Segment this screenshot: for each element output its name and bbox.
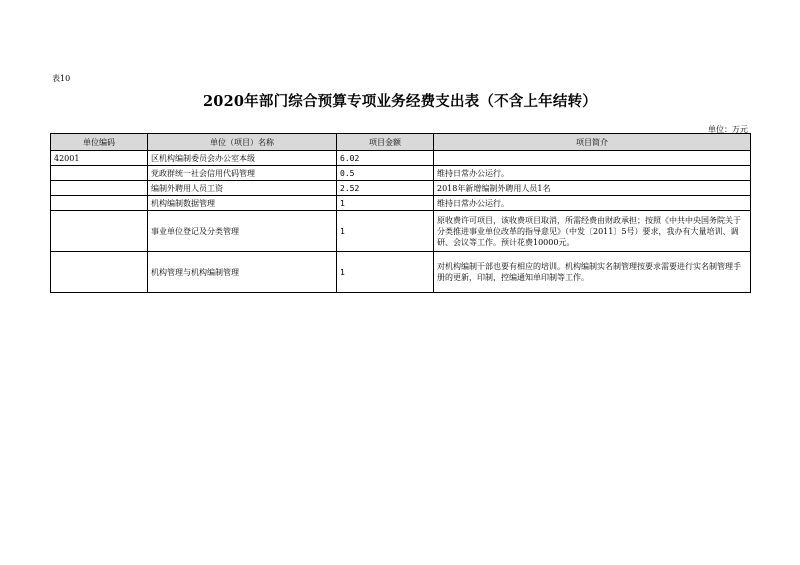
cell-desc: 维持日常办公运行。 — [434, 166, 751, 181]
cell-desc — [434, 151, 751, 166]
cell-code — [51, 196, 148, 211]
cell-code — [51, 211, 148, 252]
cell-code — [51, 166, 148, 181]
table-row — [51, 252, 751, 293]
budget-table — [50, 133, 751, 293]
cell-amount: 1 — [337, 196, 434, 211]
header-project-name: 单位（项目）名称 — [148, 134, 337, 151]
cell-amount: 0.5 — [337, 166, 434, 181]
cell-desc: 对机构编制干部也要有相应的培训。机构编制实名制管理按要求需要进行实名制管理手册的更新，印制，控编通知单印制等工作。 — [434, 252, 751, 293]
cell-desc: 2018年新增编制外聘用人员1名 — [434, 181, 751, 196]
cell-desc: 维持日常办公运行。 — [434, 196, 751, 211]
table-header-row — [51, 134, 751, 151]
unit-label: 单位：万元 — [708, 125, 748, 134]
cell-name: 事业单位登记及分类管理 — [148, 211, 337, 252]
table-row — [51, 151, 751, 166]
table-row — [51, 196, 751, 211]
header-project-description: 项目简介 — [434, 134, 751, 151]
cell-name: 党政群统一社会信用代码管理 — [148, 166, 337, 181]
cell-desc: 原收费许可项目，该收费项目取消，所需经费由财政承担；按照《中共中央国务院关于分类推进事业单位改革的指导意见》（中发〔2011〕5号）要求，我办有大量培训、调研、会议等工作。预计花费10000元。 — [434, 211, 751, 252]
cell-code — [51, 252, 148, 293]
header-unit-code: 单位编码 — [51, 134, 148, 151]
table-row — [51, 181, 751, 196]
cell-code — [51, 181, 148, 196]
cell-amount: 1 — [337, 252, 434, 293]
table-number-label: 表10 — [52, 74, 71, 83]
cell-name: 编制外聘用人员工资 — [148, 181, 337, 196]
header-project-amount: 项目金额 — [337, 134, 434, 151]
cell-amount: 6.02 — [337, 151, 434, 166]
cell-name: 机构管理与机构编制管理 — [148, 252, 337, 293]
page-title: 2020年部门综合预算专项业务经费支出表（不含上年结转） — [203, 93, 597, 110]
table-row — [51, 211, 751, 252]
cell-amount: 1 — [337, 211, 434, 252]
cell-name: 机构编制数据管理 — [148, 196, 337, 211]
cell-amount: 2.52 — [337, 181, 434, 196]
cell-code: 42001 — [51, 151, 148, 166]
cell-name: 区机构编制委员会办公室本级 — [148, 151, 337, 166]
table-row — [51, 166, 751, 181]
